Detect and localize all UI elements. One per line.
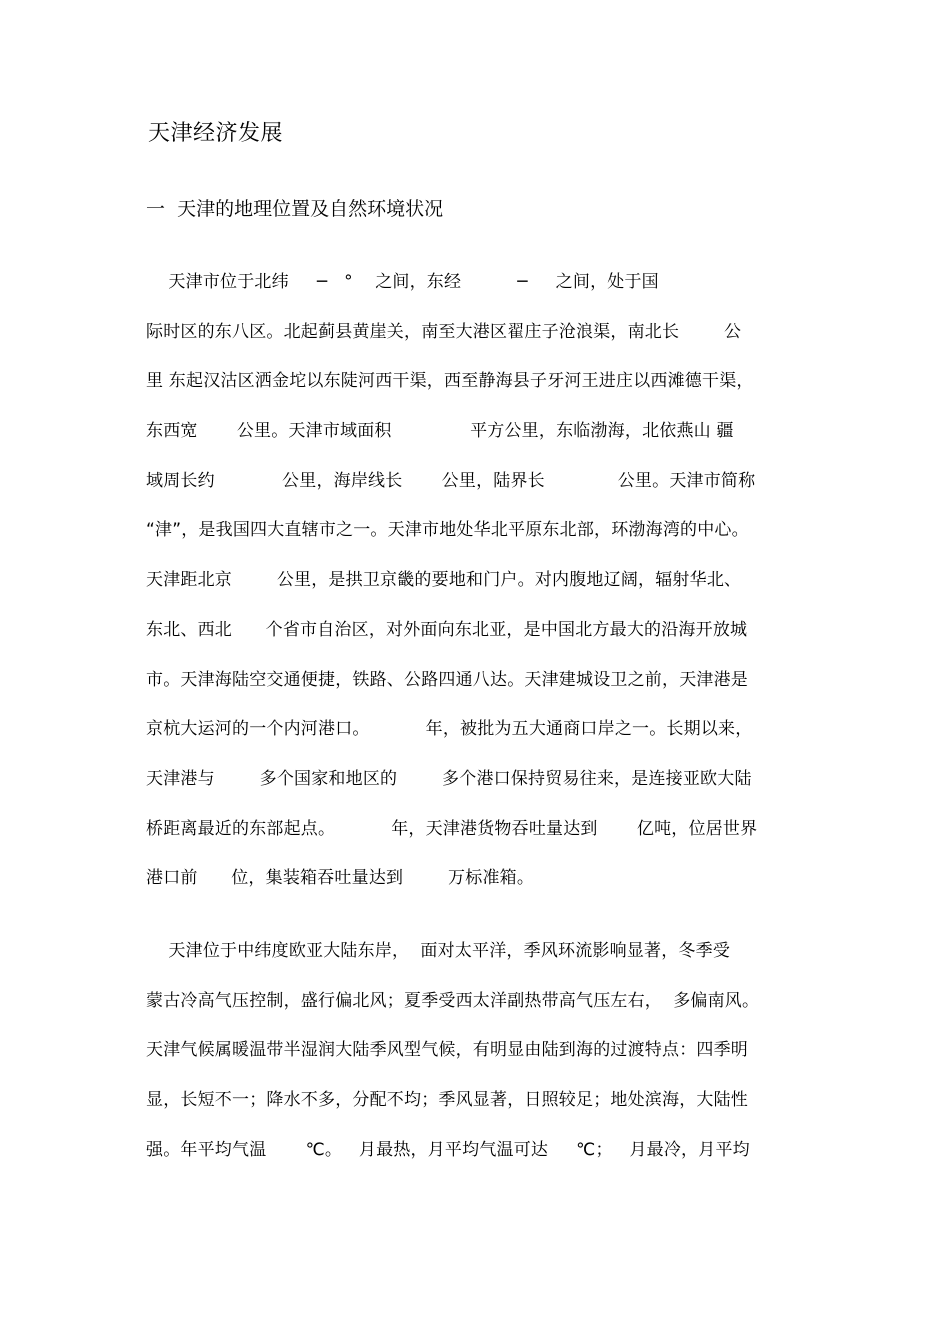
paragraph-location	[146, 258, 826, 904]
paragraph-line: 强。年平均气温 ℃。 月最热，月平均气温可达 ℃； 月最冷，月平均	[146, 1139, 750, 1160]
paragraph-line: 际时区的东八区。北起蓟县黄崖关，南至大港区翟庄子沧浪渠，南北长 公	[146, 321, 742, 342]
paragraph-line: 显，长短不一；降水不多，分配不均；季风显著，日照较足；地处滨海，大陆性	[146, 1090, 748, 1111]
paragraph-line: 市。天津海陆空交通便捷，铁路、公路四通八达。天津建城设卫之前，天津港是	[146, 669, 748, 690]
paragraph-line: 桥距离最近的东部起点。 年，天津港货物吞吐量达到 亿吨，位居世界	[146, 818, 758, 839]
paragraph-line: 天津市位于北纬 ─ ° 之间，东经 ─ 之间，处于国	[146, 272, 659, 292]
document-title	[148, 116, 283, 148]
paragraph-line: 东北、西北 个省市自治区，对外面向东北亚，是中国北方最大的沿海开放城	[146, 619, 748, 640]
paragraph-climate	[146, 927, 826, 1175]
section-heading: 一 天津的地理位置及自然环境状况	[146, 198, 444, 220]
paragraph-line: 天津气候属暖温带半湿润大陆季风型气候，有明显由陆到海的过渡特点：四季明	[146, 1040, 748, 1061]
paragraph-line: 里 东起汉沽区洒金坨以东陡河西干渠，西至静海县子牙河王进庄以西滩德干渠，	[146, 371, 754, 392]
paragraph-line: 京杭大运河的一个内河港口。 年，被批为五大通商口岸之一。长期以来，	[146, 719, 753, 740]
paragraph-line: 东西宽 公里。天津市域面积 平方公里，东临渤海，北依燕山 疆	[146, 421, 734, 442]
paragraph-line: 天津距北京 公里，是拱卫京畿的要地和门户。对内腹地辽阔，辐射华北、	[146, 570, 742, 591]
paragraph-line: 域周长约 公里，海岸线长 公里，陆界长 公里。天津市简称	[146, 470, 756, 491]
paragraph-line: 港口前 位，集装箱吞吐量达到 万标准箱。	[146, 868, 535, 889]
paragraph-line: “津”，是我国四大直辖市之一。天津市地处华北平原东北部，环渤海湾的中心。	[146, 520, 749, 541]
title-text: 天津经济发展	[148, 121, 284, 146]
paragraph-line: 天津港与 多个国家和地区的 多个港口保持贸易往来，是连接亚欧大陆	[146, 768, 752, 789]
paragraph-line: 天津位于中纬度欧亚大陆东岸， 面对太平洋，季风环流影响显著，冬季受	[146, 941, 731, 961]
paragraph-line: 蒙古冷高气压控制，盛行偏北风；夏季受西太洋副热带高气压左右， 多偏南风。	[146, 990, 760, 1011]
